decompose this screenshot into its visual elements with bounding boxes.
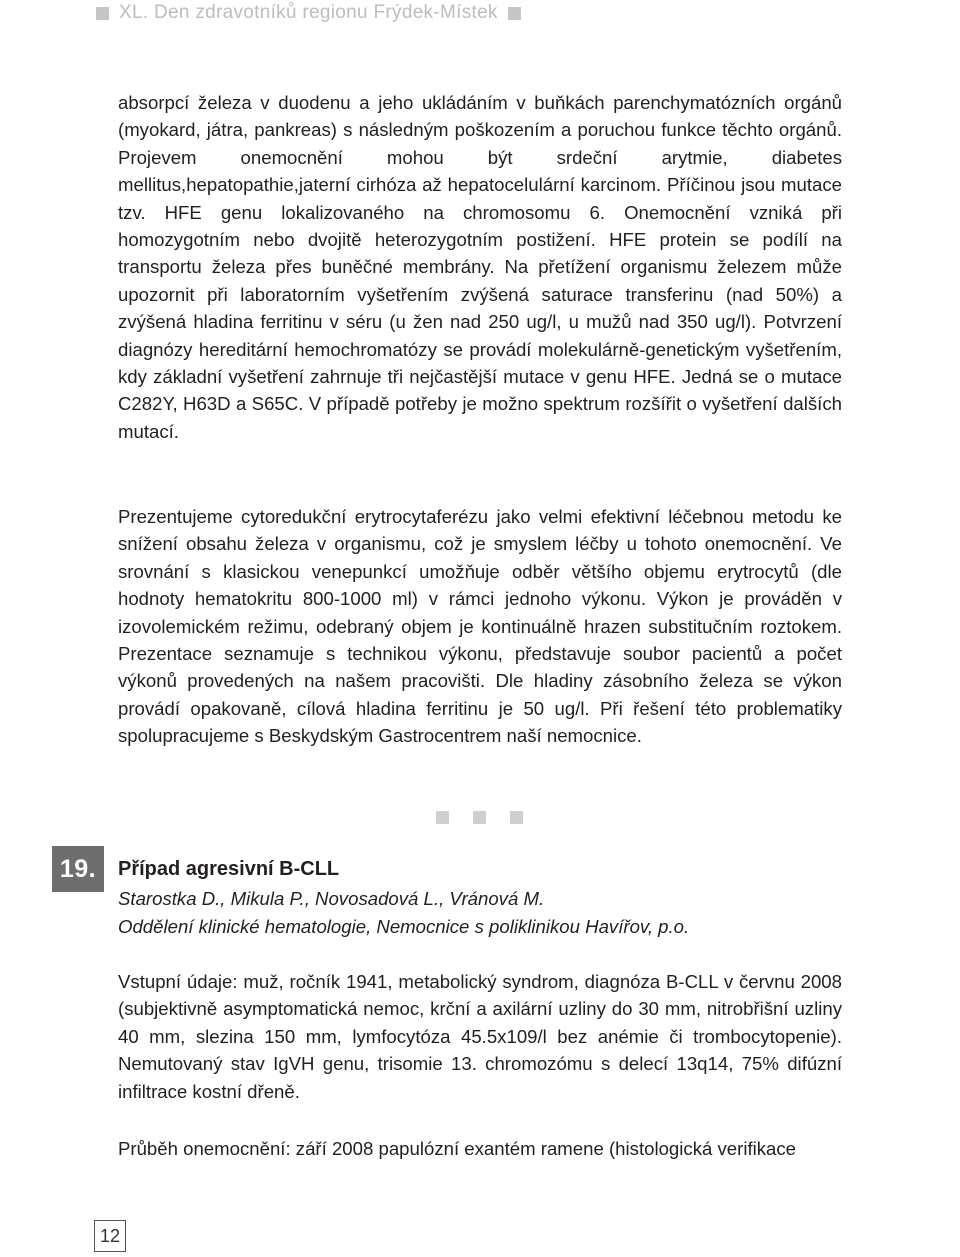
case-intro-paragraph: Vstupní údaje: muž, ročník 1941, metabolický syndrom, diagnóza B-CLL v červnu 2008 (subjektivně asymptomatická nemoc, krční a axilární uzliny do 30 mm, nitrobřišní uzliny 40 mm, slezina 150 mm, lymfocytóza 45.5x109/l bez anémie či trombocytopenie). Nemutovaný stav IgVH genu, trisomie 13. chromozómu s delecí 13q14, 75% difúzní infiltrace kostní dřeně. <box>118 971 842 1102</box>
article-paragraph-2: Prezentujeme cytoredukční erytrocytaferézu jako velmi efektivní léčebnou metodu ke snížení obsahu železa v organismu, což je smyslem léčby u tohoto onemocnění. Ve srovnání s klasickou venepunkcí umožňuje odběr většího objemu erytrocytů (dle hodnoty hematokritu 800-1000 ml) v rámci jednoho výkonu. Výkon je prováděn v izovolemickém režimu, odebraný objem je kontinuálně hrazen substitučním roztokem. Prezentace seznamuje s technikou výkonu, představuje soubor pacientů a počet výkonů provedených na našem pracovišti. Dle hladiny zásobního železa se výkon provádí opakovaně, cílová hladina ferritinu je 50 ug/l. Při řešení této problematiky spolupracujeme s Beskydským Gastrocentrem naší nemocnice. <box>118 506 842 747</box>
page-number: 12 <box>94 1220 126 1252</box>
square-bullet-icon <box>508 7 521 20</box>
article-paragraph-1: absorpcí železa v duodenu a jeho ukládáním v buňkách parenchymatózních orgánů (myokard, játra, pankreas) s následným poškozením a poruchou funkce těchto orgánů. Projevem onemocnění mohou být srdeční arytmie, diabetes mellitus,hepatopathie,jaterní cirhóza až hepatocelulární karcinom. Příčinou jsou mutace tzv. HFE genu lokalizovaného na chromosomu 6. Onemocnění vzniká při homozygotním nebo dvojitě heterozygotním postižení. HFE protein se podílí na transportu železa přes buněčné membrány. Na přetížení organismu železem může upozornit při laboratorním vyšetřením zvýšená saturace transferinu (nad 50%) a zvýšená hladina ferritinu v séru (u žen nad 250 ug/l, u mužů nad 350 ug/l). Potvrzení diagnózy hereditární hemochromatózy se provádí molekulárně-genetickým vyšetřením, kdy základní vyšetření zahrnuje tři nejčastější mutace v genu HFE. Jedná se o mutace C282Y, H63D a S65C. V případě potřeby je možno spektrum rozšířit o vyšetření dalších mutací. <box>118 92 842 442</box>
case-title: Případ agresivní B-CLL <box>118 858 340 880</box>
case-number-badge: 19. <box>52 846 104 892</box>
square-bullet-icon <box>96 7 109 20</box>
case-affiliation: Oddělení klinické hematologie, Nemocnice s poliklinikou Havířov, p.o. <box>118 916 690 937</box>
case-course-paragraph: Průběh onemocnění: září 2008 papulózní exantém ramene (histologická verifikace <box>118 1138 797 1159</box>
case-authors: Starostka D., Mikula P., Novosadová L., Vránová M. <box>118 888 545 909</box>
square-separator-icon <box>510 811 523 824</box>
square-separator-icon <box>473 811 486 824</box>
running-header <box>96 2 521 24</box>
header-title: XL. Den zdravotníků regionu Frýdek-Místek <box>119 2 498 23</box>
section-separator <box>436 811 523 824</box>
square-separator-icon <box>436 811 449 824</box>
